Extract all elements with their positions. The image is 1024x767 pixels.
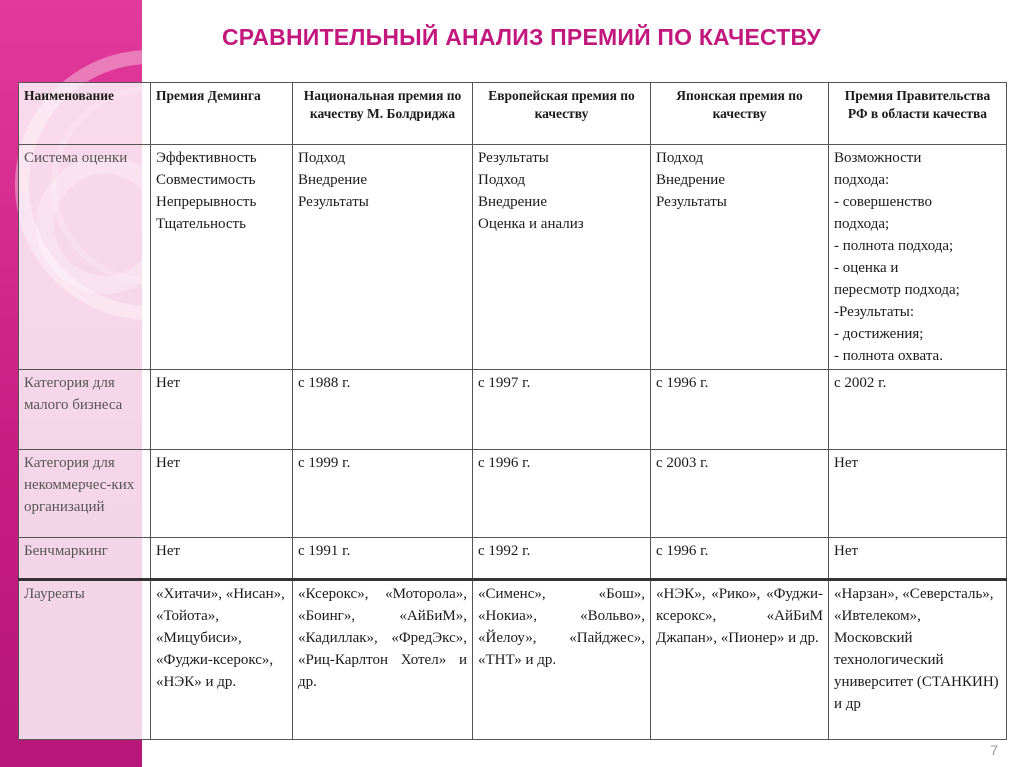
header-deming: Премия Деминга <box>151 83 293 145</box>
list-item: - совершенство <box>834 194 932 210</box>
list-item: Оценка и анализ <box>478 216 584 232</box>
row-laureates <box>19 580 1007 740</box>
laureates-european: «Сименс», «Бош», «Нокиа», «Вольво», «Йелоу», «Пайджес», «ТНТ» и др. <box>473 580 651 740</box>
assessment-baldrige <box>293 145 473 370</box>
list-item: Внедрение <box>298 172 367 188</box>
list-item: Результаты <box>478 150 549 166</box>
nonprofit-japanese: с 2003 г. <box>651 450 829 538</box>
list-item: - полнота подхода; <box>834 238 954 254</box>
list-item: Эффективность <box>156 150 257 166</box>
page-title: СРАВНИТЕЛЬНЫЙ АНАЛИЗ ПРЕМИЙ ПО КАЧЕСТВУ <box>222 24 821 50</box>
list-item: Непрерывность <box>156 194 257 210</box>
nonprofit-russian: Нет <box>829 450 1007 538</box>
row-nonprofit-name: Категория для некоммерчес-ких организаций <box>19 450 151 538</box>
header-european: Европейская премия по качеству <box>473 83 651 145</box>
list-item: пересмотр подхода; <box>834 282 960 298</box>
laureates-deming: «Хитачи», «Нисан», «Тойота», «Мицубиси», «Фуджи-ксерокс», «НЭК» и др. <box>151 580 293 740</box>
list-item: Тщательность <box>156 216 246 232</box>
list-item: Результаты <box>298 194 369 210</box>
small-business-deming: Нет <box>151 370 293 450</box>
list-item: Подход <box>656 150 704 166</box>
list-item: Подход <box>478 172 526 188</box>
list-item: -Результаты: <box>834 304 914 320</box>
laureates-russian: «Нарзан», «Северсталь», «Ивтелеком», Московский технологический университет (СТАНКИН) и др <box>829 580 1007 740</box>
row-nonprofit <box>19 450 1007 538</box>
header-row <box>19 83 1007 145</box>
row-laureates-name: Лауреаты <box>19 580 151 740</box>
list-item: - достижения; <box>834 326 924 342</box>
list-item: подхода; <box>834 216 890 232</box>
assessment-european <box>473 145 651 370</box>
benchmarking-baldrige: с 1991 г. <box>293 538 473 580</box>
nonprofit-deming: Нет <box>151 450 293 538</box>
row-assessment <box>19 145 1007 370</box>
row-benchmarking <box>19 538 1007 580</box>
row-benchmarking-name: Бенчмаркинг <box>19 538 151 580</box>
header-baldrige: Национальная премия по качеству М. Болдриджа <box>293 83 473 145</box>
benchmarking-russian: Нет <box>829 538 1007 580</box>
list-item: Возможности <box>834 150 922 166</box>
list-item: Подход <box>298 150 346 166</box>
nonprofit-baldrige: с 1999 г. <box>293 450 473 538</box>
benchmarking-deming: Нет <box>151 538 293 580</box>
small-business-russian: с 2002 г. <box>829 370 1007 450</box>
list-item: Внедрение <box>478 194 547 210</box>
assessment-russian <box>829 145 1007 370</box>
assessment-japanese <box>651 145 829 370</box>
list-item: Совместимость <box>156 172 256 188</box>
list-item: - оценка и <box>834 260 899 276</box>
row-small-business <box>19 370 1007 450</box>
list-item: подхода: <box>834 172 890 188</box>
small-business-japanese: с 1996 г. <box>651 370 829 450</box>
header-russian: Премия Правительства РФ в области качества <box>829 83 1007 145</box>
assessment-deming <box>151 145 293 370</box>
page-number: 7 <box>990 742 998 758</box>
row-small-business-name: Категория для малого бизнеса <box>19 370 151 450</box>
list-item: Внедрение <box>656 172 725 188</box>
benchmarking-japanese: с 1996 г. <box>651 538 829 580</box>
laureates-baldrige: «Ксерокс», «Моторола», «Боинг», «АйБиМ», «Кадиллак», «ФредЭкс», «Риц-Карлтон Хотел» и др. <box>293 580 473 740</box>
list-item: Результаты <box>656 194 727 210</box>
small-business-baldrige: с 1988 г. <box>293 370 473 450</box>
small-business-european: с 1997 г. <box>473 370 651 450</box>
nonprofit-european: с 1996 г. <box>473 450 651 538</box>
header-japanese: Японская премия по качеству <box>651 83 829 145</box>
list-item: - полнота охвата. <box>834 348 943 364</box>
row-assessment-name: Система оценки <box>19 145 151 370</box>
laureates-japanese: «НЭК», «Рико», «Фуджи-ксерокс», «АйБиМ Джапан», «Пионер» и др. <box>651 580 829 740</box>
comparison-table <box>18 82 1007 740</box>
header-name: Наименование <box>19 83 151 145</box>
benchmarking-european: с 1992 г. <box>473 538 651 580</box>
